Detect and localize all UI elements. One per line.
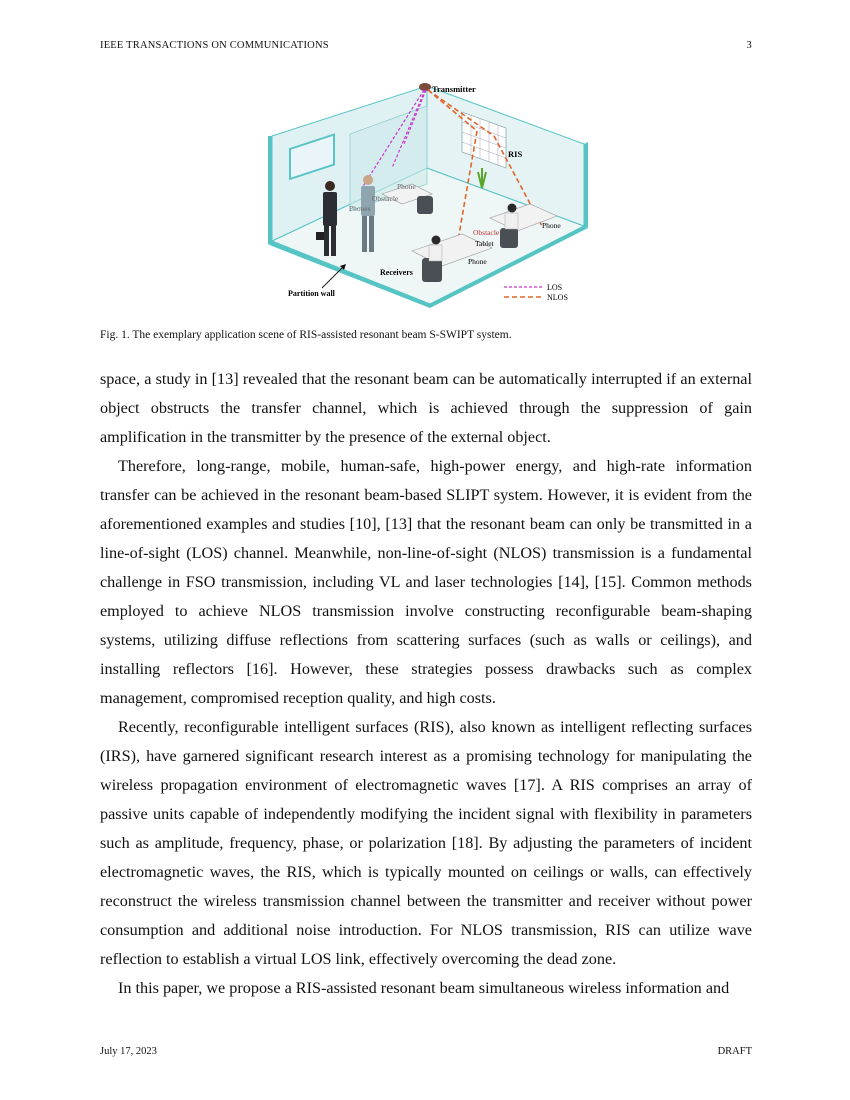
paragraph: Therefore, long-range, mobile, human-safe, high-power energy, and high-rate information transfer can be achieved in the resonant beam-based SLIPT system. However, it is evident from the aforementioned examples and studies [10], [13] that the resonant beam can only be transmitted in a line-of-sight (LOS) channel. Meanwhile, non-line-of-sight (NLOS) transmission is a fundamental challenge in FSO transmission, including VL and laser technologies [14], [15]. Common methods employed to achieve NLOS transmission involve constructing reconfigurable beam-shaping systems, utilizing diffuse reflections from scattering surfaces (such as walls or ceilings), and installing reflectors [16]. However, these strategies possess drawbacks such as complex management, compromised reception quality, and high costs.: [100, 457, 752, 707]
footer-date: July 17, 2023: [100, 1046, 157, 1057]
label-obstacle-left: Obstacle: [372, 194, 399, 203]
chair-front: [422, 258, 442, 282]
label-receivers: Receivers: [380, 268, 413, 277]
label-tablet: Tablet: [475, 239, 494, 248]
label-phone-top: Phone: [397, 182, 416, 191]
transmitter-device: [419, 83, 431, 91]
paragraph: Recently, reconfigurable intelligent surfaces (RIS), also known as intelligent reflecting surfaces (IRS), have garnered significant research interest as a promising technology for manipulating the wireless propagation environment of electromagnetic waves [17]. A RIS comprises an array of passive units capable of independently modifying the incident signal with flexibility in parameters such as amplitude, frequency, phase, or polarization [18]. By adjusting the parameters of incident electromagnetic waves, the RIS, which is typically mounted on ceilings or walls, can effectively reconstruct the wireless transmission channel between the transmitter and receiver without power consumption and additional noise introduction. For NLOS transmission, RIS can utilize wave reflection to establish a virtual LOS link, effectively overcoming the dead zone.: [100, 718, 752, 968]
wall-edge-right: [584, 142, 588, 228]
label-phone-right: Phone: [542, 221, 561, 230]
figure-legend: [504, 283, 568, 302]
wall-edge-left: [268, 136, 272, 246]
label-transmitter: Transmitter: [432, 84, 476, 94]
label-phones: Phones: [349, 204, 371, 213]
label-phone-bottom: Phone: [468, 257, 487, 266]
legend-nlos-label: NLOS: [547, 293, 568, 302]
page-header: [100, 40, 752, 56]
figure-caption: Fig. 1. The exemplary application scene of RIS-assisted resonant beam S-SWIPT system.: [100, 329, 512, 341]
paragraph: In this paper, we propose a RIS-assisted resonant beam simultaneous wireless information and: [118, 979, 730, 997]
body-text: [100, 365, 752, 1003]
figure-1: [262, 76, 592, 314]
ris-scene-illustration: [262, 76, 592, 314]
legend-los-label: LOS: [547, 283, 563, 292]
journal-title: IEEE TRANSACTIONS ON COMMUNICATIONS: [100, 40, 329, 51]
chair-back: [417, 196, 433, 214]
paragraph: space, a study in [13] revealed that the resonant beam can be automatically interrupted if an external object obstructs the transfer channel, which is achieved through the suppression of gain amplification in the transmitter by the presence of the external object.: [100, 370, 752, 446]
label-partition-wall: Partition wall: [288, 289, 335, 298]
label-ris: RIS: [508, 149, 523, 159]
page-number: 3: [746, 40, 752, 51]
chair-right: [500, 228, 518, 248]
footer-status: DRAFT: [717, 1046, 752, 1057]
label-obstacle-right: Obstacle: [473, 228, 500, 237]
